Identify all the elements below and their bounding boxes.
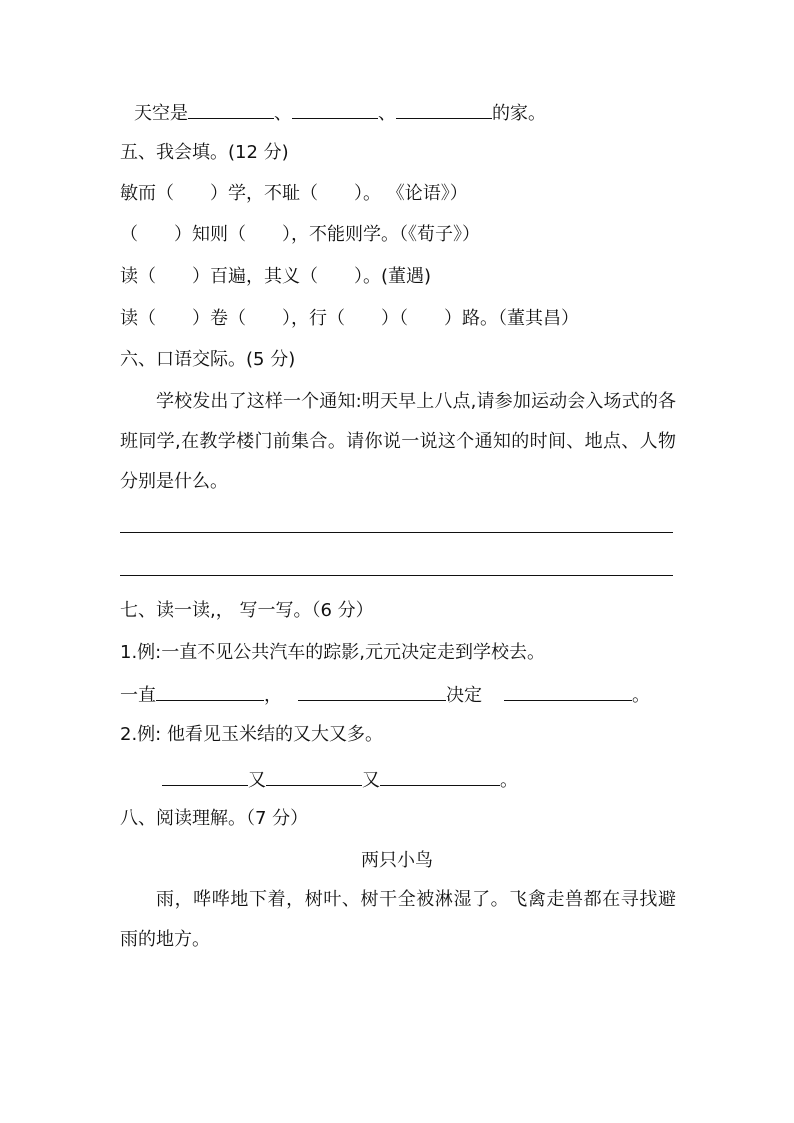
fill-line-3: 读（ ）百遍，其义（ ）。(董遇) — [120, 266, 432, 287]
blank[interactable] — [266, 765, 362, 786]
blank[interactable] — [156, 680, 264, 701]
example-2-fill-line — [162, 765, 518, 794]
blank[interactable] — [162, 765, 248, 786]
separator: ， — [264, 685, 282, 706]
blank[interactable] — [188, 98, 274, 119]
answer-line[interactable] — [120, 532, 673, 533]
answer-line[interactable] — [120, 575, 673, 576]
section-6-paragraph: 学校发出了这样一个通知:明天早上八点,请参加运动会入场式的各班同学,在教学楼门前集合。请你说一说这个通知的时间、地点、人物分别是什么。 — [120, 391, 676, 492]
section-8-title: 八、阅读理解。（7 分） — [120, 808, 309, 829]
blank[interactable] — [298, 680, 446, 701]
sky-suffix: 的家。 — [492, 103, 546, 124]
example-1-fill-line — [120, 680, 650, 709]
fill-line-4: 读（ ）卷（ ），行（ ）（ ）路。（董其昌） — [120, 308, 579, 329]
separator: 。 — [500, 770, 518, 791]
example-2: 2.例: 他看见玉米结的又大又多。 — [120, 724, 383, 745]
section-5-title: 五、我会填。(12 分) — [120, 142, 289, 163]
example-1: 1.例:一直不见公共汽车的踪影,元元决定走到学校去。 — [120, 642, 545, 663]
blank[interactable] — [292, 98, 378, 119]
separator: 、 — [274, 103, 292, 124]
label: 又 — [248, 770, 266, 791]
blank[interactable] — [396, 98, 492, 119]
fill-line-1: 敏而（ ）学，不耻（ ）。 《论语》） — [120, 183, 468, 204]
label: 决定 — [446, 685, 482, 706]
blank[interactable] — [380, 765, 500, 786]
label: 又 — [362, 770, 380, 791]
blank[interactable] — [504, 680, 632, 701]
label: 一直 — [120, 685, 156, 706]
section-7-title: 七、读一读,， 写一写。（6 分） — [120, 600, 374, 621]
fill-line-2: （ ）知则（ ），不能则学。（《荀子》） — [120, 224, 480, 245]
separator: 。 — [632, 685, 650, 706]
story-paragraph: 雨，哗哗地下着，树叶、树干全被淋湿了。飞禽走兽都在寻找避雨的地方。 — [120, 889, 676, 950]
separator: 、 — [378, 103, 396, 124]
sky-fill-line — [134, 98, 546, 127]
sky-prefix: 天空是 — [134, 103, 188, 124]
section-6-title: 六、口语交际。(5 分) — [120, 349, 296, 370]
story-title: 两只小鸟 — [361, 850, 433, 871]
